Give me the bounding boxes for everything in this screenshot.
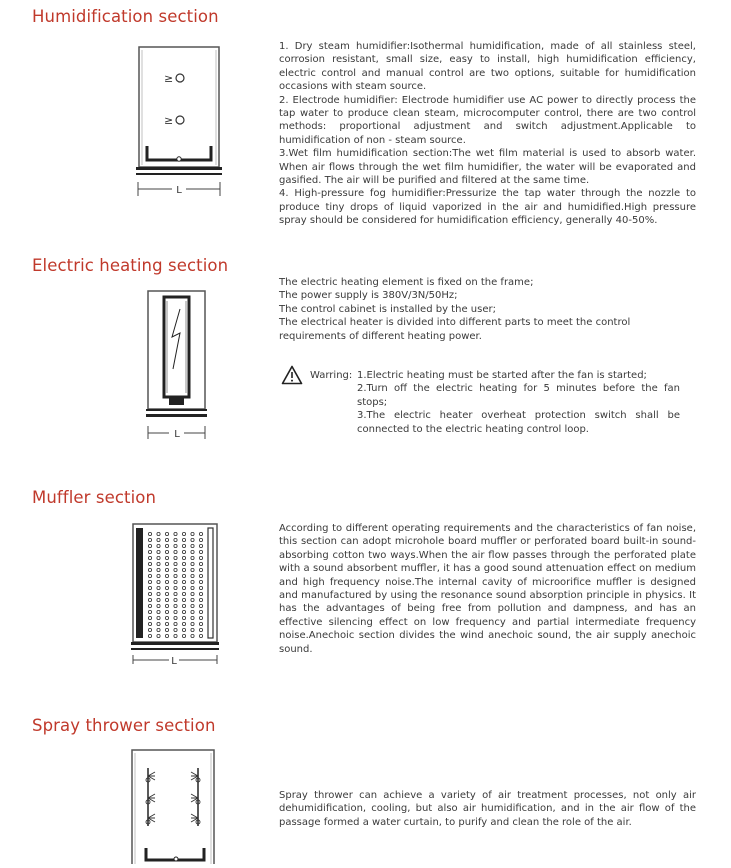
perforation-hole [157, 616, 160, 619]
perforation-hole [199, 544, 202, 547]
muffler-dim-label: L [171, 656, 177, 667]
perforation-hole [148, 634, 151, 637]
perforation-hole [182, 598, 185, 601]
perforation-hole [165, 634, 168, 637]
perforation-hole [191, 574, 194, 577]
perforation-hole [174, 634, 177, 637]
perforation-hole [165, 598, 168, 601]
spray-thrower-paragraph: Spray thrower can achieve a variety of air treatment processes, not only air dehumidification, cooling, but also air humidification, and in the air flow of the passage formed a water curtain, to purify and clean the role of the air. [279, 790, 696, 828]
humidification-paragraph-3: 3.Wet film humidification section:The wet film material is used to absorb water. When air flows through the wet film humidifier, the water will be evaporated and gasified. The air will be purified and filtered at the same time. [279, 148, 696, 187]
perforation-hole [199, 592, 202, 595]
humidification-dim-label: L [176, 185, 182, 196]
perforation-hole [191, 628, 194, 631]
perforation-hole [165, 550, 168, 553]
svg-text:≥: ≥ [164, 114, 174, 127]
perforation-hole [165, 610, 168, 613]
perforation-hole [148, 628, 151, 631]
perforation-hole [174, 532, 177, 535]
perforation-hole [148, 544, 151, 547]
perforation-hole [174, 538, 177, 541]
perforation-hole [148, 604, 151, 607]
perforation-hole [191, 532, 194, 535]
perforation-hole [157, 538, 160, 541]
electric-heating-diagram [142, 289, 212, 444]
warning-item-2: 2.Turn off the electric heating for 5 minutes before the fan stops; [357, 383, 680, 408]
perforation-hole [182, 574, 185, 577]
electric-heating-dim-label: L [174, 429, 180, 440]
electric-heating-title: Electric heating section [32, 256, 229, 275]
perforation-hole [157, 628, 160, 631]
perforation-hole [182, 550, 185, 553]
spray-thrower-description [279, 789, 696, 829]
perforation-hole [148, 562, 151, 565]
perforation-hole [157, 544, 160, 547]
perforation-hole [191, 598, 194, 601]
perforation-hole [199, 574, 202, 577]
perforation-hole [199, 604, 202, 607]
perforation-hole [199, 610, 202, 613]
perforation-hole [199, 622, 202, 625]
perforation-hole [199, 586, 202, 589]
perforation-hole [174, 562, 177, 565]
perforation-hole [174, 616, 177, 619]
perforation-hole [182, 622, 185, 625]
perforation-hole [182, 592, 185, 595]
perforation-hole [199, 550, 202, 553]
muffler-title: Muffler section [32, 488, 157, 507]
perforation-hole [174, 556, 177, 559]
perforation-hole [148, 550, 151, 553]
muffler-paragraph: According to different operating requirements and the characteristics of fan noise, this section can adopt microhole board muffler or perforated board built-in sound-absorbing cotton two ways.When the air flow passes through the perforated plate with a sound absorbent muffler, it has a good sound attenuation effect on medium and high frequency noise.The internal cavity of microorifice muffler is designed and manufactured by using the resonance sound absorption principle in physics. It has the advantages of being free from pollution and dampness, and has an effective silencing effect on low frequency and partial intermediate frequency noise.Anechoic section divides the wind anechoic sound, the air supply anechoic sound. [279, 523, 696, 655]
warning-item-3: 3.The electric heater overheat protection switch shall be connected to the electric heating control loop. [357, 410, 680, 435]
perforation-hole [191, 538, 194, 541]
perforation-hole [199, 598, 202, 601]
perforation-hole [165, 574, 168, 577]
warning-items [357, 369, 680, 436]
perforation-hole [191, 622, 194, 625]
perforation-hole [165, 622, 168, 625]
perforation-hole [174, 628, 177, 631]
perforation-hole [191, 634, 194, 637]
perforation-hole [191, 562, 194, 565]
perforation-hole [165, 580, 168, 583]
electric-heating-line-2: The power supply is 380V/3N/50Hz; [279, 290, 458, 302]
perforation-hole [182, 580, 185, 583]
perforation-hole [174, 586, 177, 589]
warning-triangle-icon [281, 365, 303, 385]
perforation-hole [165, 568, 168, 571]
perforation-hole [199, 568, 202, 571]
perforation-hole [182, 556, 185, 559]
perforation-hole [157, 592, 160, 595]
perforation-hole [165, 562, 168, 565]
perforation-hole [148, 592, 151, 595]
perforation-hole [174, 550, 177, 553]
humidification-paragraph-2: 2. Electrode humidifier: Electrode humidifier use AC power to directly process the tap water to produce clean steam, microcomputer control, there are two control methods: proportional adjustment and switch adjustment.Applicable to humidification of non - steam source. [279, 94, 696, 146]
perforation-hole [157, 622, 160, 625]
perforation-hole [199, 538, 202, 541]
perforation-hole [165, 628, 168, 631]
perforation-hole [191, 550, 194, 553]
perforation-hole [191, 568, 194, 571]
perforation-hole [157, 568, 160, 571]
perforation-hole [182, 532, 185, 535]
perforation-hole [157, 634, 160, 637]
perforation-hole [191, 616, 194, 619]
muffler-description [279, 522, 696, 656]
perforation-hole [182, 538, 185, 541]
perforation-hole [148, 586, 151, 589]
perforation-hole [148, 556, 151, 559]
perforation-hole [148, 568, 151, 571]
perforation-hole [191, 556, 194, 559]
perforation-hole [148, 538, 151, 541]
perforation-hole [174, 580, 177, 583]
perforation-hole [182, 562, 185, 565]
perforation-hole [165, 604, 168, 607]
perforation-hole [157, 550, 160, 553]
perforation-hole [182, 586, 185, 589]
electric-heating-line-5: requirements of different heating power. [279, 330, 482, 342]
perforation-hole [165, 544, 168, 547]
perforation-hole [174, 604, 177, 607]
perforation-hole [148, 574, 151, 577]
perforation-hole [165, 532, 168, 535]
perforation-hole [157, 562, 160, 565]
perforation-hole [157, 604, 160, 607]
perforation-hole [199, 532, 202, 535]
warning-label: Warring: [310, 370, 353, 381]
perforation-hole [174, 574, 177, 577]
spray-thrower-diagram [128, 748, 223, 868]
perforation-hole [199, 634, 202, 637]
perforation-hole [174, 592, 177, 595]
perforation-hole [199, 562, 202, 565]
perforation-hole [199, 616, 202, 619]
perforation-hole [191, 586, 194, 589]
humidification-description [279, 40, 696, 228]
perforation-hole [199, 556, 202, 559]
perforation-hole [174, 610, 177, 613]
perforation-hole [165, 586, 168, 589]
perforation-hole [182, 634, 185, 637]
perforation-hole [199, 580, 202, 583]
perforation-hole [148, 616, 151, 619]
perforation-hole [191, 610, 194, 613]
svg-text:≥: ≥ [164, 72, 174, 85]
perforation-hole [157, 598, 160, 601]
electric-heating-line-4: The electrical heater is divided into different parts to meet the control [279, 317, 631, 329]
perforation-hole [148, 622, 151, 625]
electric-heating-description [279, 276, 696, 343]
perforation-hole [174, 568, 177, 571]
perforation-hole [157, 586, 160, 589]
perforation-hole [157, 532, 160, 535]
perforation-hole [148, 580, 151, 583]
perforation-hole [165, 556, 168, 559]
perforation-hole [182, 544, 185, 547]
perforation-hole [182, 616, 185, 619]
perforation-hole [182, 610, 185, 613]
perforation-hole [199, 628, 202, 631]
warning-item-1: 1.Electric heating must be started after the fan is started; [357, 370, 647, 381]
electric-heating-line-3: The control cabinet is installed by the user; [279, 303, 496, 315]
perforation-hole [174, 622, 177, 625]
humidification-paragraph-4: 4. High-pressure fog humidifier:Pressurize the tap water through the nozzle to produce tiny drops of liquid vaporized in the air and humidified.High pressure spray should be considered for humidification efficiency, generally 40-50%. [279, 188, 696, 227]
electric-heating-line-1: The electric heating element is fixed on the frame; [279, 277, 534, 288]
perforation-hole [191, 580, 194, 583]
spray-thrower-title: Spray thrower section [32, 716, 216, 735]
perforation-hole [165, 538, 168, 541]
perforation-hole [157, 574, 160, 577]
perforation-hole [148, 598, 151, 601]
perforation-hole [174, 544, 177, 547]
humidification-title: Humidification section [32, 7, 219, 26]
perforation-hole [191, 544, 194, 547]
perforation-hole [182, 628, 185, 631]
perforation-hole [157, 580, 160, 583]
perforation-hole [157, 556, 160, 559]
perforation-hole [165, 616, 168, 619]
humidification-paragraph-1: 1. Dry steam humidifier:Isothermal humidification, made of all stainless steel, corrosion resistant, small size, easy to install, high humidification efficiency, electric control and manual control are two options, suitable for humidification occasions with steam source. [279, 41, 696, 93]
perforation-hole [174, 598, 177, 601]
perforation-hole [165, 592, 168, 595]
perforation-hole [148, 610, 151, 613]
perforation-hole [148, 532, 151, 535]
perforation-hole [182, 568, 185, 571]
perforation-hole [191, 604, 194, 607]
muffler-diagram [128, 522, 223, 672]
perforation-hole [157, 610, 160, 613]
perforation-hole [191, 592, 194, 595]
humidification-diagram [134, 45, 224, 200]
perforation-hole [182, 604, 185, 607]
